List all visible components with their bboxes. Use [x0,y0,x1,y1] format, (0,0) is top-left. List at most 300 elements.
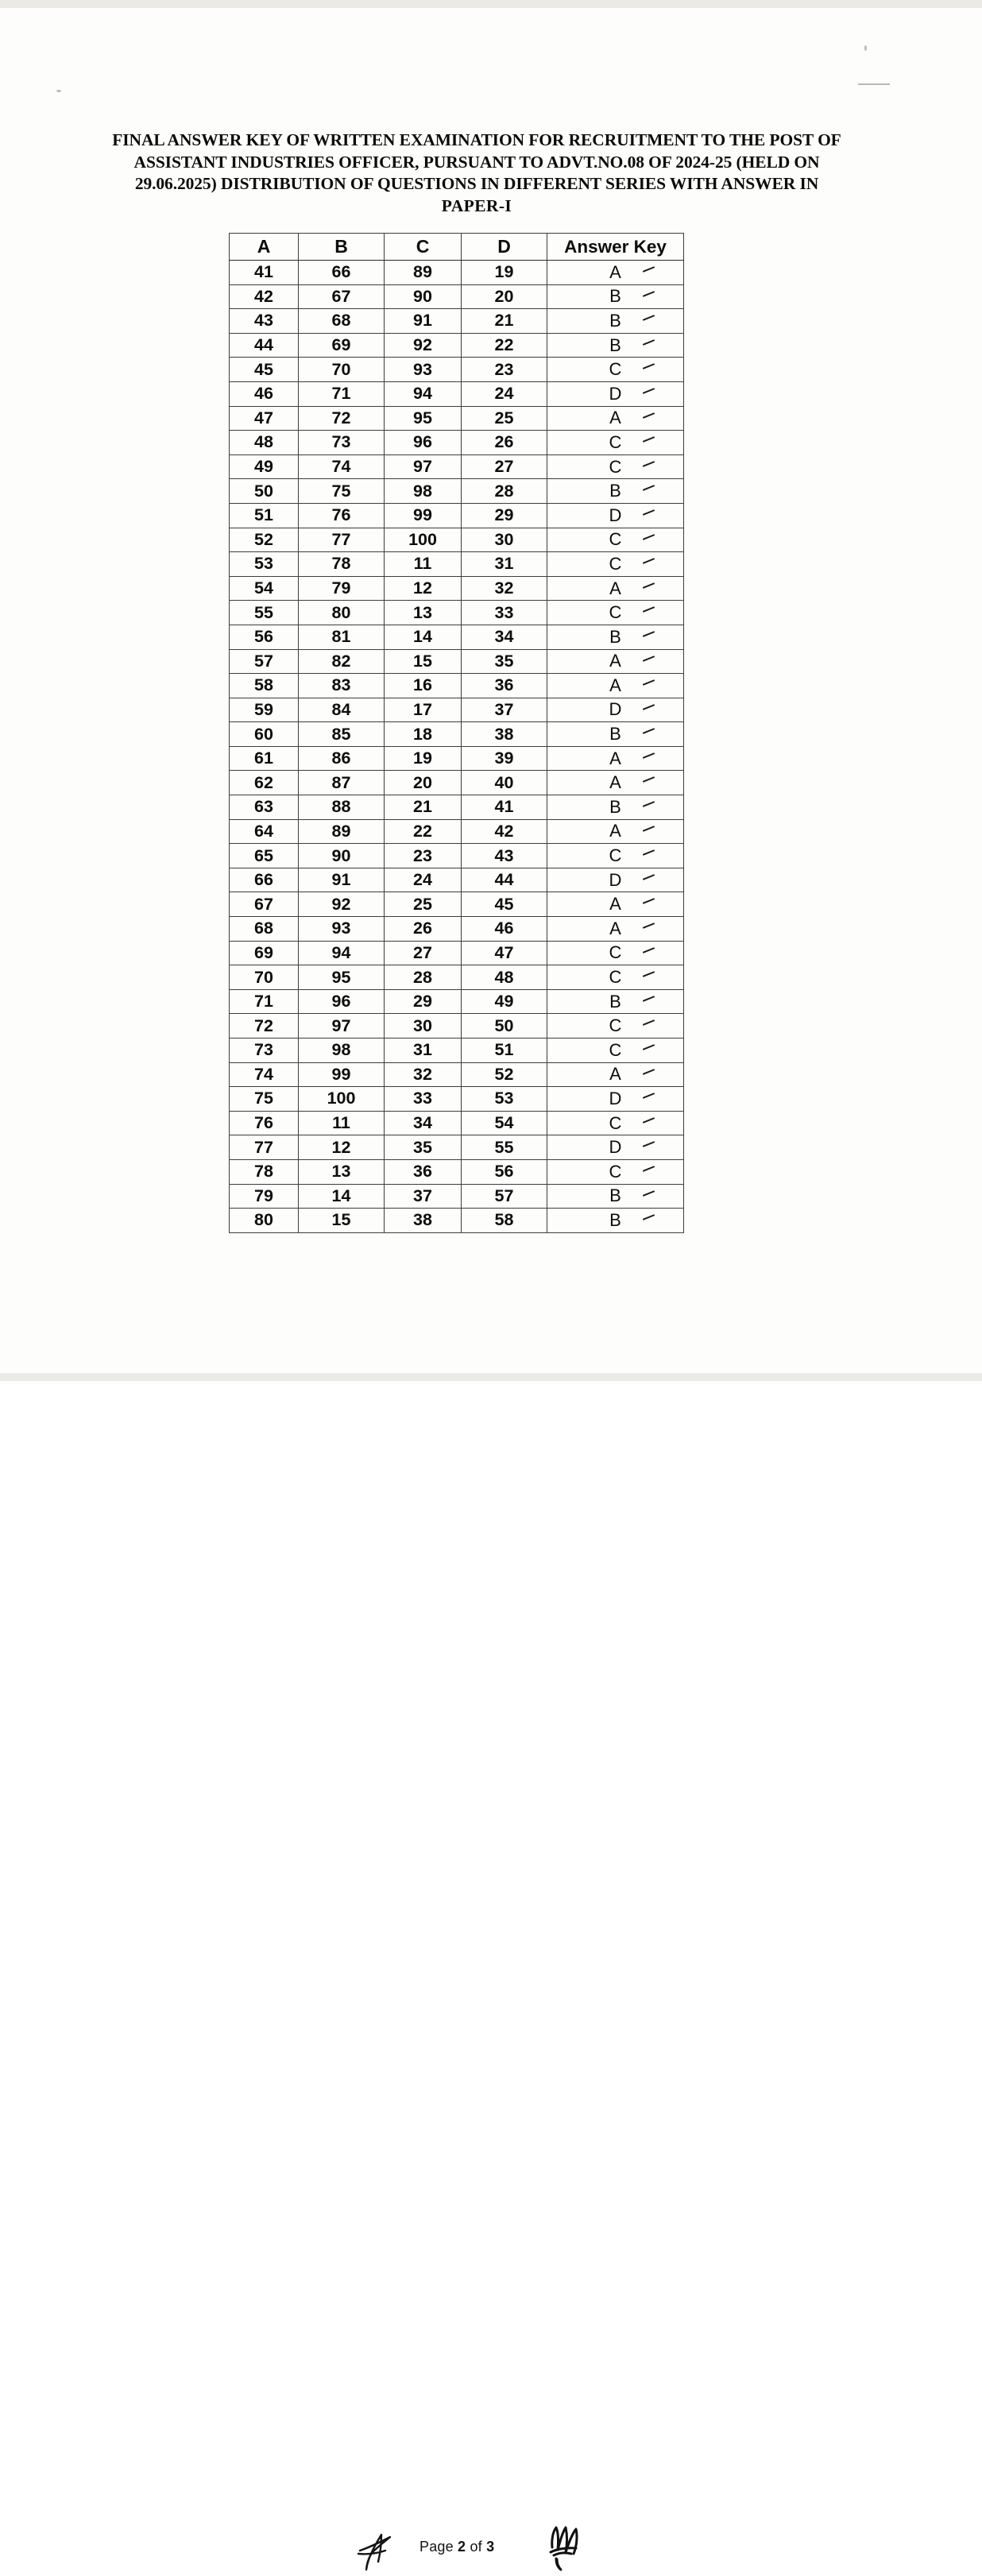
scan-speck [864,45,867,51]
table-row [230,431,684,455]
cell-series-d: 45 [462,892,547,917]
answer-letter: C [609,1161,622,1182]
check-mark-icon [643,363,656,373]
cell-answer-key [547,892,684,917]
cell-series-a: 73 [230,1039,299,1063]
check-mark-icon [643,922,656,932]
signature-left-icon [355,2530,403,2576]
check-mark-icon [643,291,656,300]
answer-key-table-container [229,233,683,1233]
cell-series-b: 70 [299,358,385,382]
table-row [230,722,684,747]
cell-series-c: 36 [385,1159,462,1184]
answer-letter: A [609,748,621,768]
answer-letter: C [609,553,622,574]
cell-series-d: 48 [462,965,547,990]
cell-series-b: 80 [299,601,385,625]
column-header-answer-key: Answer Key [547,234,684,261]
answer-letter: C [609,1112,622,1133]
check-mark-icon [643,947,656,957]
cell-series-a: 48 [230,431,299,455]
column-header-series-d: D [462,234,547,261]
cell-series-c: 18 [385,722,462,747]
cell-series-d: 34 [462,625,547,649]
table-row [230,1039,684,1063]
cell-series-a: 45 [230,358,299,382]
answer-letter: B [609,1209,621,1230]
table-row [230,601,684,625]
table-row [230,333,684,358]
table-row [230,1062,684,1087]
cell-series-b: 74 [299,454,385,479]
cell-series-c: 92 [385,333,462,358]
cell-series-b: 79 [299,576,385,601]
page-total: 3 [486,2539,495,2555]
cell-series-d: 55 [462,1135,547,1160]
column-header-series-a: A [230,234,299,261]
cell-series-c: 97 [385,454,462,479]
cell-series-a: 56 [230,625,299,649]
cell-series-d: 32 [462,576,547,601]
cell-series-a: 49 [230,454,299,479]
page-footer [0,1268,982,2555]
cell-series-b: 90 [299,844,385,868]
answer-letter: A [609,821,621,841]
cell-answer-key [547,795,684,820]
answer-letter: A [609,651,621,671]
cell-series-b: 87 [299,771,385,795]
cell-series-d: 57 [462,1184,547,1209]
cell-answer-key [547,261,684,285]
answer-letter: B [609,1186,621,1206]
answer-letter: C [609,845,622,866]
check-mark-icon [643,436,656,446]
cell-answer-key [547,503,684,528]
cell-series-a: 41 [230,261,299,285]
cell-series-d: 43 [462,844,547,868]
check-mark-icon [643,315,656,324]
table-row [230,1159,684,1184]
table-row [230,358,684,382]
cell-series-d: 25 [462,406,547,431]
cell-series-c: 20 [385,771,462,795]
cell-series-a: 63 [230,795,299,820]
cell-series-d: 49 [462,989,547,1014]
table-row [230,1184,684,1209]
cell-answer-key [547,1062,684,1087]
table-row [230,746,684,771]
cell-series-d: 29 [462,503,547,528]
answer-letter: C [609,359,622,380]
cell-series-d: 47 [462,941,547,965]
cell-series-c: 26 [385,917,462,942]
cell-series-a: 61 [230,746,299,771]
cell-series-a: 60 [230,722,299,747]
check-mark-icon [643,509,656,519]
cell-series-c: 100 [385,528,462,552]
cell-answer-key [547,722,684,747]
answer-letter: D [609,505,622,525]
title-line-3: 29.06.2025) DISTRIBUTION OF QUESTIONS IN DIFFERENT SERIES WITH ANSWER IN [134,174,819,193]
answer-letter: B [609,796,621,817]
cell-series-a: 52 [230,528,299,552]
cell-series-d: 42 [462,819,547,844]
cell-series-d: 39 [462,746,547,771]
cell-series-c: 95 [385,406,462,431]
cell-answer-key [547,576,684,601]
table-row [230,576,684,601]
table-header-row [230,234,684,261]
cell-series-d: 27 [462,454,547,479]
cell-answer-key [547,1111,684,1135]
cell-answer-key [547,479,684,504]
cell-series-b: 84 [299,698,385,722]
cell-series-a: 59 [230,698,299,722]
cell-series-d: 21 [462,309,547,334]
cell-series-c: 29 [385,989,462,1014]
cell-answer-key [547,381,684,406]
table-row [230,406,684,431]
cell-series-c: 28 [385,965,462,990]
answer-letter: B [609,335,621,355]
check-mark-icon [643,1044,656,1054]
cell-series-d: 19 [462,261,547,285]
cell-answer-key [547,698,684,722]
cell-series-d: 22 [462,333,547,358]
cell-series-d: 28 [462,479,547,504]
answer-letter: B [609,481,621,501]
check-mark-icon [643,631,656,640]
answer-letter: B [609,310,621,331]
cell-answer-key [547,941,684,965]
cell-series-a: 75 [230,1087,299,1112]
cell-series-c: 19 [385,746,462,771]
cell-answer-key [547,844,684,868]
check-mark-icon [643,996,656,1005]
cell-series-d: 44 [462,868,547,892]
cell-series-b: 76 [299,503,385,528]
check-mark-icon [643,1117,656,1127]
cell-answer-key [547,1184,684,1209]
cell-series-c: 15 [385,649,462,674]
check-mark-icon [643,558,656,567]
cell-series-d: 31 [462,552,547,577]
cell-series-d: 46 [462,917,547,942]
cell-series-c: 37 [385,1184,462,1209]
cell-series-a: 64 [230,819,299,844]
cell-series-d: 58 [462,1209,547,1233]
answer-letter: C [609,602,622,623]
table-row [230,868,684,892]
table-body [230,261,684,1233]
page-middle: of [466,2539,487,2555]
check-mark-icon [643,339,656,349]
cell-answer-key [547,989,684,1014]
cell-series-c: 23 [385,844,462,868]
cell-series-c: 12 [385,576,462,601]
cell-answer-key [547,454,684,479]
cell-series-b: 72 [299,406,385,431]
cell-series-a: 69 [230,941,299,965]
answer-letter: A [609,894,621,915]
cell-series-b: 73 [299,431,385,455]
table-row [230,381,684,406]
table-row [230,1014,684,1039]
cell-series-d: 53 [462,1087,547,1112]
cell-series-c: 24 [385,868,462,892]
answer-letter: A [609,772,621,793]
table-row [230,284,684,309]
cell-answer-key [547,552,684,577]
page-prefix: Page [419,2539,458,2555]
cell-series-a: 58 [230,674,299,698]
scan-edge-shadow [0,0,982,8]
scan-speck [56,90,61,92]
answer-letter: C [609,942,622,963]
answer-letter: D [609,869,622,890]
cell-series-b: 69 [299,333,385,358]
cell-answer-key [547,965,684,990]
table-row [230,698,684,722]
table-row [230,1209,684,1233]
table-row [230,1087,684,1112]
table-row [230,674,684,698]
cell-series-b: 97 [299,1014,385,1039]
cell-series-c: 94 [385,381,462,406]
cell-series-d: 50 [462,1014,547,1039]
cell-answer-key [547,406,684,431]
answer-letter: A [609,261,621,282]
cell-series-c: 32 [385,1062,462,1087]
cell-answer-key [547,819,684,844]
answer-letter: A [609,918,621,938]
cell-answer-key [547,771,684,795]
check-mark-icon [643,1019,656,1029]
cell-series-d: 20 [462,284,547,309]
cell-series-c: 96 [385,431,462,455]
table-row [230,552,684,577]
cell-series-c: 11 [385,552,462,577]
cell-series-c: 27 [385,941,462,965]
table-row [230,1135,684,1160]
cell-series-b: 12 [299,1135,385,1160]
table-row [230,503,684,528]
answer-letter: D [609,383,622,404]
title-line-2: ASSISTANT INDUSTRIES OFFICER, PURSUANT TO ADVT.NO.08 OF 2024-25 (HELD ON [133,152,820,172]
cell-series-b: 77 [299,528,385,552]
answer-letter: A [609,1064,621,1085]
answer-letter: B [609,991,621,1011]
check-mark-icon [643,534,656,543]
check-mark-icon [643,412,656,422]
cell-series-c: 16 [385,674,462,698]
cell-answer-key [547,1039,684,1063]
cell-answer-key [547,1209,684,1233]
cell-answer-key [547,309,684,334]
cell-series-d: 35 [462,649,547,674]
column-header-series-c: C [385,234,462,261]
cell-series-b: 14 [299,1184,385,1209]
cell-series-a: 50 [230,479,299,504]
page-title [111,130,842,217]
cell-series-b: 98 [299,1039,385,1063]
cell-series-a: 67 [230,892,299,917]
cell-series-d: 54 [462,1111,547,1135]
cell-series-b: 100 [299,1087,385,1112]
answer-letter: C [609,529,622,550]
cell-answer-key [547,649,684,674]
cell-answer-key [547,917,684,942]
cell-series-c: 38 [385,1209,462,1233]
cell-series-a: 70 [230,965,299,990]
cell-series-c: 14 [385,625,462,649]
cell-series-d: 26 [462,431,547,455]
cell-series-b: 99 [299,1062,385,1087]
check-mark-icon [643,1190,656,1200]
check-mark-icon [643,1214,656,1224]
answer-letter: B [609,724,621,745]
cell-answer-key [547,601,684,625]
table-row [230,528,684,552]
cell-series-d: 23 [462,358,547,382]
cell-series-b: 89 [299,819,385,844]
table-row [230,819,684,844]
cell-series-b: 78 [299,552,385,577]
cell-series-d: 56 [462,1159,547,1184]
cell-answer-key [547,1135,684,1160]
cell-series-b: 13 [299,1159,385,1184]
cell-answer-key [547,868,684,892]
cell-series-b: 75 [299,479,385,504]
answer-letter: A [609,675,621,695]
cell-series-c: 17 [385,698,462,722]
cell-series-b: 88 [299,795,385,820]
cell-series-b: 68 [299,309,385,334]
answer-key-table [229,233,684,1233]
cell-series-b: 83 [299,674,385,698]
answer-letter: D [609,1137,622,1158]
table-row [230,625,684,649]
cell-answer-key [547,431,684,455]
answer-letter: C [609,1015,622,1036]
cell-series-d: 38 [462,722,547,747]
cell-series-a: 54 [230,576,299,601]
check-mark-icon [643,266,656,276]
cell-series-b: 91 [299,868,385,892]
check-mark-icon [643,849,656,859]
cell-series-b: 92 [299,892,385,917]
check-mark-icon [643,388,656,397]
cell-answer-key [547,1159,684,1184]
cell-series-a: 79 [230,1184,299,1209]
cell-series-c: 93 [385,358,462,382]
answer-letter: A [609,578,621,598]
cell-series-a: 43 [230,309,299,334]
cell-series-d: 40 [462,771,547,795]
check-mark-icon [643,801,656,810]
cell-series-b: 66 [299,261,385,285]
table-row [230,309,684,334]
cell-series-c: 33 [385,1087,462,1112]
page-number-label [419,2539,494,2555]
cell-series-c: 98 [385,479,462,504]
cell-series-a: 80 [230,1209,299,1233]
cell-series-c: 13 [385,601,462,625]
table-row [230,941,684,965]
check-mark-icon [643,1093,656,1102]
cell-answer-key [547,358,684,382]
cell-series-b: 15 [299,1209,385,1233]
cell-series-d: 37 [462,698,547,722]
table-row [230,965,684,990]
check-mark-icon [643,704,656,714]
cell-series-d: 24 [462,381,547,406]
signature-right-icon [543,2524,592,2574]
cell-series-b: 82 [299,649,385,674]
cell-answer-key [547,674,684,698]
cell-series-b: 11 [299,1111,385,1135]
check-mark-icon [643,461,656,470]
cell-series-c: 22 [385,819,462,844]
check-mark-icon [643,1141,656,1151]
cell-series-c: 34 [385,1111,462,1135]
check-mark-icon [643,1069,656,1078]
cell-series-d: 41 [462,795,547,820]
page-current: 2 [458,2539,466,2555]
table-row [230,844,684,868]
check-mark-icon [643,485,656,494]
cell-series-c: 89 [385,261,462,285]
cell-series-a: 55 [230,601,299,625]
cell-series-c: 31 [385,1039,462,1063]
cell-series-a: 51 [230,503,299,528]
answer-letter: D [609,699,622,720]
cell-series-c: 99 [385,503,462,528]
cell-series-a: 71 [230,989,299,1014]
cell-series-a: 77 [230,1135,299,1160]
cell-series-b: 81 [299,625,385,649]
scan-edge-shadow [0,1373,982,1381]
check-mark-icon [643,874,656,884]
cell-series-d: 36 [462,674,547,698]
title-line-4: PAPER-I [441,195,512,215]
cell-series-a: 46 [230,381,299,406]
check-mark-icon [643,898,656,907]
table-row [230,892,684,917]
cell-series-a: 57 [230,649,299,674]
table-row [230,1111,684,1135]
table-header [230,234,684,261]
cell-series-a: 62 [230,771,299,795]
check-mark-icon [643,1166,656,1175]
cell-series-a: 74 [230,1062,299,1087]
cell-series-a: 42 [230,284,299,309]
cell-series-a: 72 [230,1014,299,1039]
table-row [230,454,684,479]
cell-series-d: 52 [462,1062,547,1087]
cell-answer-key [547,284,684,309]
cell-series-d: 51 [462,1039,547,1063]
table-row [230,917,684,942]
answer-letter: C [609,456,622,477]
answer-letter: A [609,408,621,428]
cell-series-a: 65 [230,844,299,868]
answer-letter: D [609,1088,622,1108]
answer-letter: C [609,1039,622,1060]
table-row [230,261,684,285]
cell-answer-key [547,333,684,358]
check-mark-icon [643,728,656,737]
